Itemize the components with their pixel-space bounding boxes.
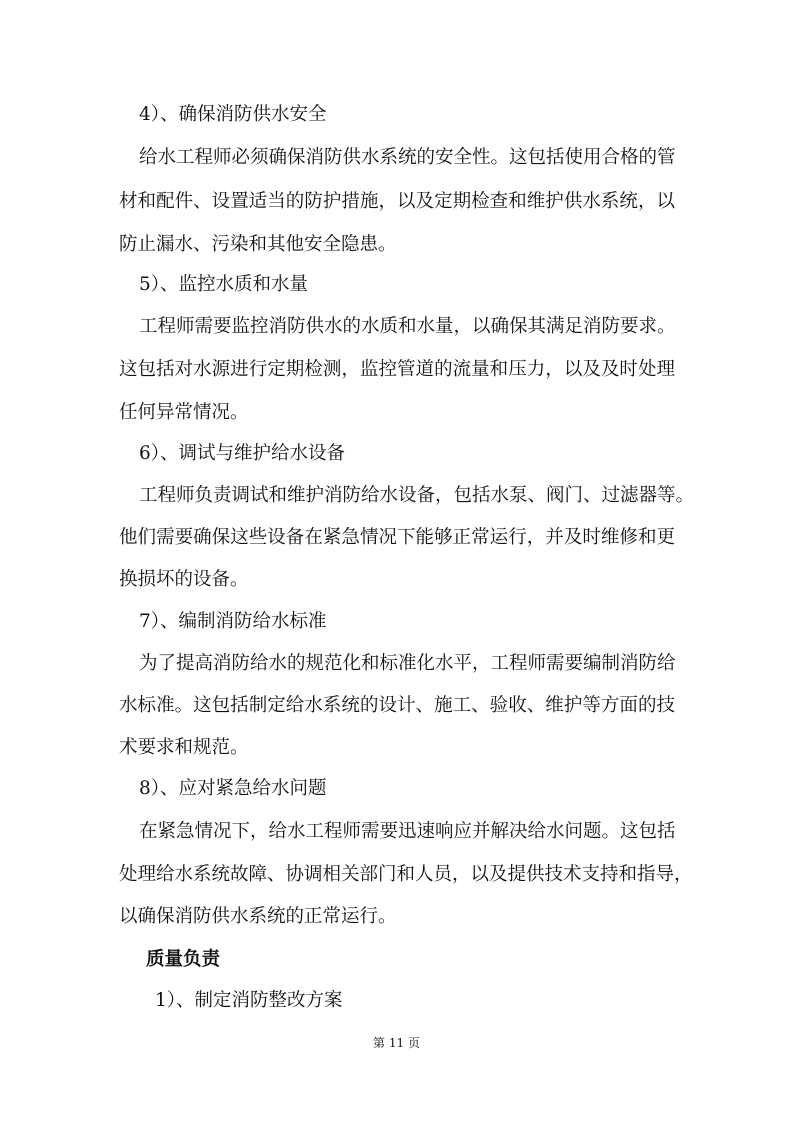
section-heading: 5）、监控水质和水量 xyxy=(139,274,309,295)
paragraph-line: 工程师负责调试和维护消防给水设备，包括水泵、阀门、过滤器等。 xyxy=(139,485,695,506)
paragraph-line: 在紧急情况下，给水工程师需要迅速响应并解决给水问题。这包括 xyxy=(139,821,676,842)
paragraph-line: 换损坏的设备。 xyxy=(119,569,249,590)
section-heading: 4）、确保消防供水安全 xyxy=(139,104,327,125)
paragraph-line: 以确保消防供水系统的正常运行。 xyxy=(119,906,397,927)
paragraph-line: 这包括对水源进行定期检测，监控管道的流量和压力，以及及时处理 xyxy=(119,359,675,380)
paragraph-line: 术要求和规范。 xyxy=(119,737,249,758)
paragraph-line: 处理给水系统故障、协调相关部门和人员，以及提供技术支持和指导， xyxy=(119,864,693,885)
paragraph-line: 水标准。这包括制定给水系统的设计、施工、验收、维护等方面的技 xyxy=(119,695,675,716)
paragraph-line: 给水工程师必须确保消防供水系统的安全性。这包括使用合格的管 xyxy=(139,147,676,168)
section-heading: 8）、应对紧急给水问题 xyxy=(139,778,327,799)
paragraph-line: 任何异常情况。 xyxy=(119,402,249,423)
page-number: 第 11 页 xyxy=(373,1036,420,1050)
subsection-item: 1）、制定消防整改方案 xyxy=(155,990,343,1011)
section-heading: 7）、编制消防给水标准 xyxy=(139,611,327,632)
subsection-title: 质量负责 xyxy=(146,949,221,970)
paragraph-line: 工程师需要监控消防供水的水质和水量，以确保其满足消防要求。 xyxy=(139,316,676,337)
section-heading: 6）、调试与维护给水设备 xyxy=(139,443,346,464)
paragraph-line: 为了提高消防给水的规范化和标准化水平，工程师需要编制消防给 xyxy=(139,653,676,674)
paragraph-line: 材和配件、设置适当的防护措施，以及定期检查和维护供水系统，以 xyxy=(119,191,675,212)
paragraph-line: 他们需要确保这些设备在紧急情况下能够正常运行，并及时维修和更 xyxy=(119,527,675,548)
paragraph-line: 防止漏水、污染和其他安全隐患。 xyxy=(119,234,397,255)
